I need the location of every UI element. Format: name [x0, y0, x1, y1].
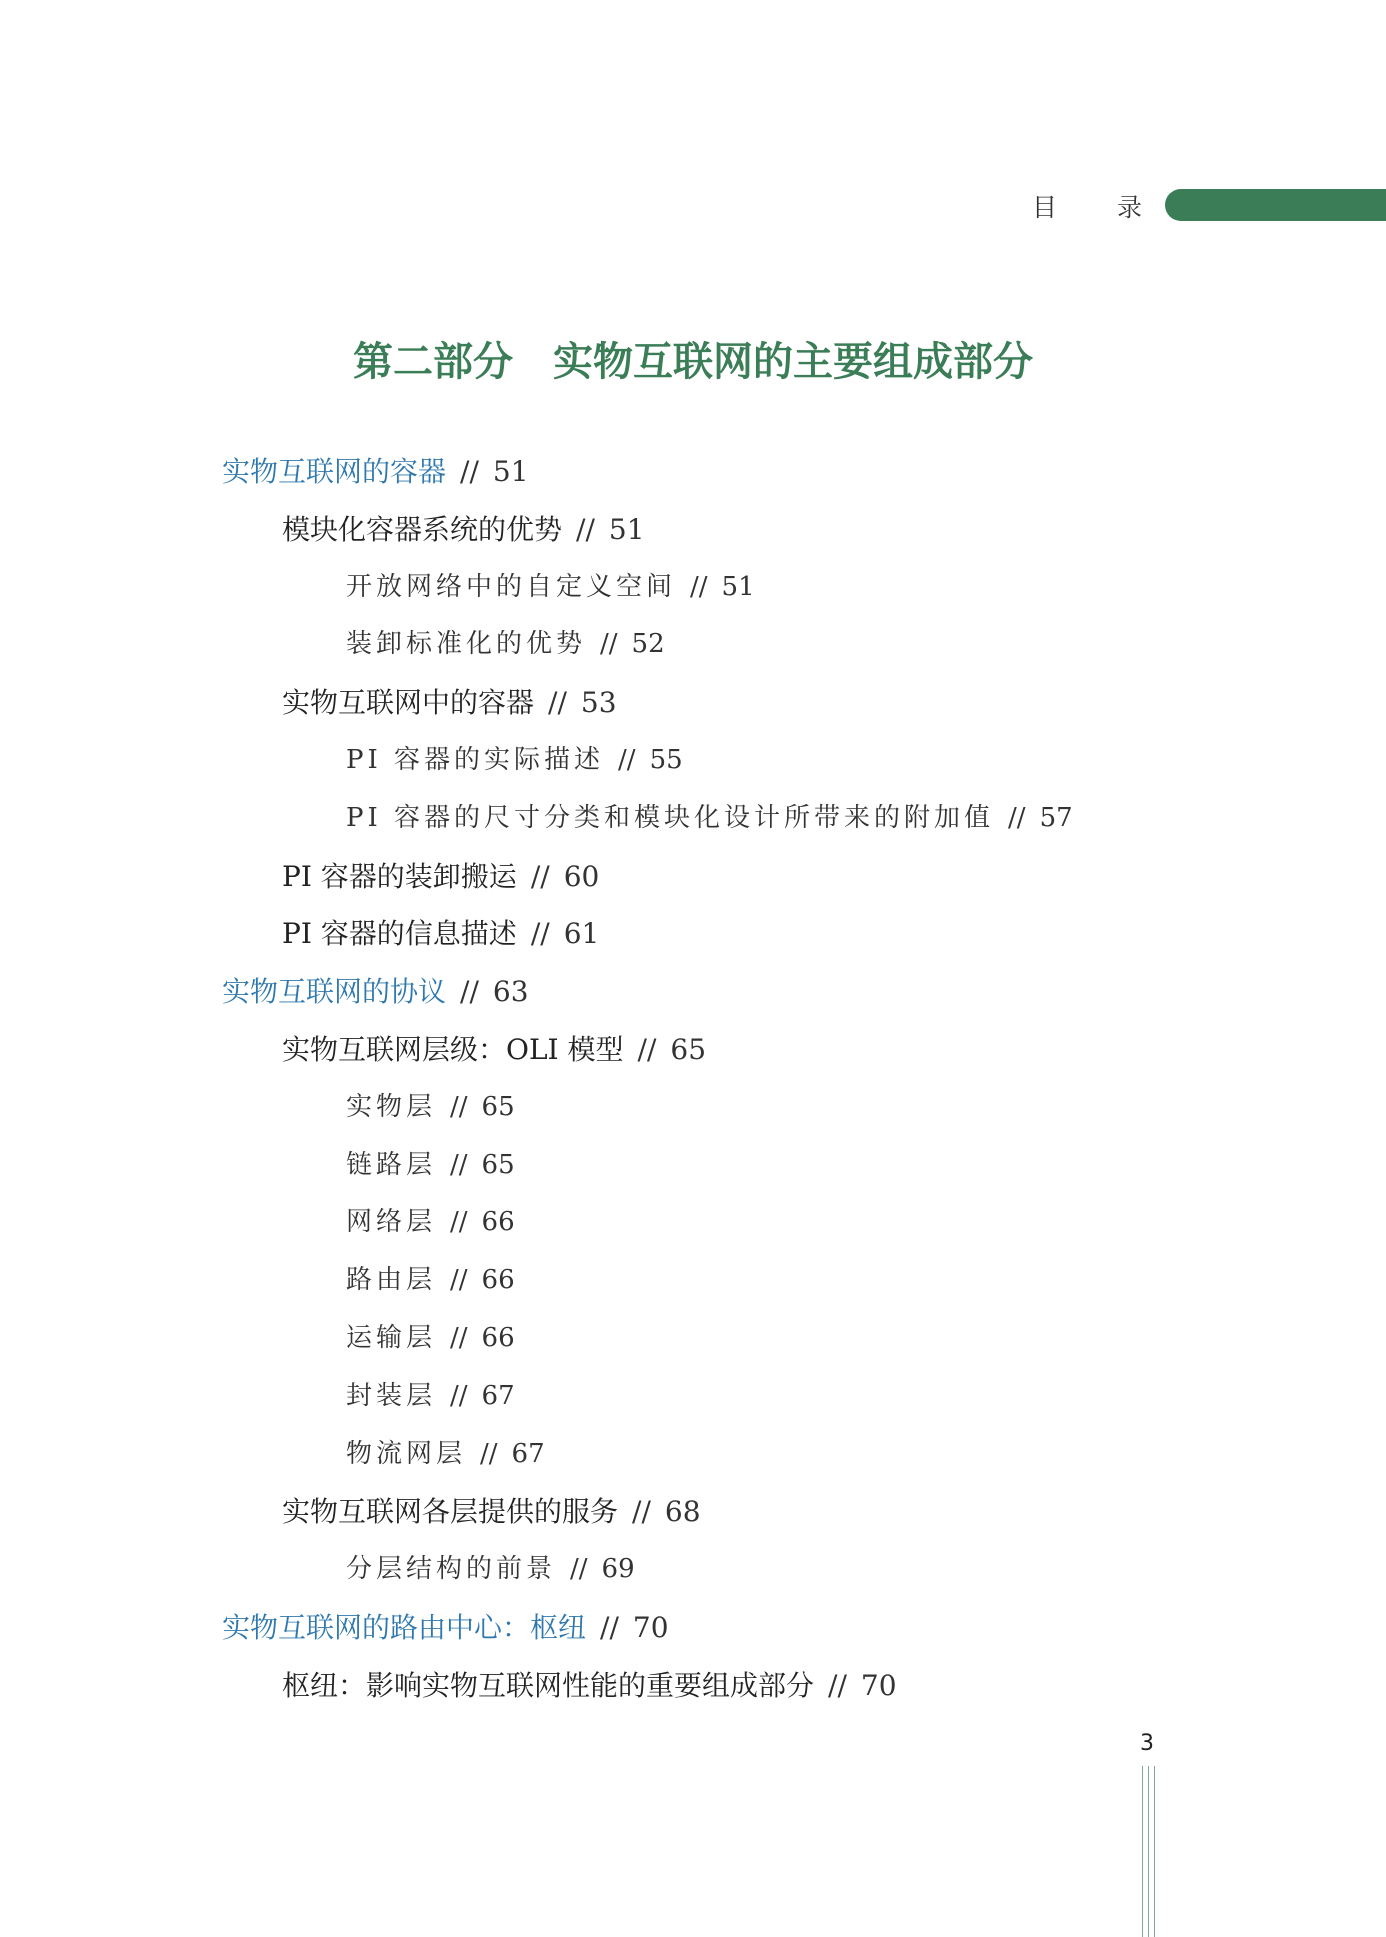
toc-entry-page: 66 — [481, 1265, 515, 1295]
toc-separator: // — [450, 1092, 468, 1122]
toc-entry-title: 链路层 — [346, 1150, 437, 1180]
toc-entry-page: 51 — [608, 513, 645, 546]
toc-entry-title: 路由层 — [346, 1265, 437, 1295]
toc-entry-title: PI 容器的装卸搬运 — [282, 860, 517, 893]
toc-entry-page: 65 — [670, 1033, 707, 1066]
toc-entry-page: 68 — [664, 1495, 701, 1528]
toc-entry-title: 实物互联网的协议 — [222, 975, 447, 1008]
toc-entry — [346, 1441, 545, 1467]
toc-entry-title: 实物互联网中的容器 — [282, 686, 535, 719]
toc-entry-title: 枢纽：影响实物互联网性能的重要组成部分 — [282, 1669, 815, 1702]
toc-separator: // — [480, 1439, 498, 1469]
toc-separator: // — [1008, 803, 1026, 833]
toc-separator: // — [600, 629, 618, 659]
toc-separator: // — [530, 860, 550, 893]
toc-separator: // — [632, 1495, 651, 1528]
toc-separator: // — [828, 1669, 847, 1702]
toc-entry-page: 65 — [481, 1092, 515, 1122]
toc-separator: // — [637, 1033, 657, 1066]
toc-entry — [222, 455, 529, 488]
header-char-right: 录 — [1116, 193, 1142, 222]
toc-entry-page: 52 — [631, 629, 665, 659]
part-title: 第二部分 实物互联网的主要组成部分 — [353, 339, 1033, 385]
toc-entry-title: 实物互联网层级：OLI 模型 — [282, 1033, 624, 1066]
toc-entry-title: 实物层 — [346, 1092, 437, 1122]
header-char-left: 目 — [1032, 193, 1058, 222]
toc-entry — [282, 860, 600, 893]
toc-entry-page: 69 — [601, 1554, 635, 1584]
toc-entry-page: 61 — [563, 917, 600, 950]
toc-entry — [282, 1669, 897, 1702]
toc-separator: // — [548, 686, 567, 719]
toc-entry — [346, 747, 683, 773]
toc-entry — [346, 1556, 635, 1582]
toc-entry-page: 67 — [511, 1439, 545, 1469]
toc-entry — [282, 1495, 701, 1528]
toc-entry — [282, 1033, 707, 1066]
toc-entry-title: 网络层 — [346, 1207, 437, 1237]
toc-entry-title: PI 容器的实际描述 — [346, 745, 605, 775]
running-header — [1032, 188, 1142, 224]
toc-entry — [282, 917, 600, 950]
toc-separator: // — [450, 1207, 468, 1237]
toc-entry-page: 57 — [1039, 803, 1073, 833]
toc-entry-page: 63 — [492, 975, 529, 1008]
toc-entry — [346, 1152, 515, 1178]
toc-separator: // — [450, 1323, 468, 1353]
page-number: 3 — [1140, 1731, 1154, 1756]
toc-entry-page: 66 — [481, 1207, 515, 1237]
toc-separator: // — [570, 1554, 588, 1584]
toc-separator: // — [530, 917, 550, 950]
toc-separator: // — [460, 975, 479, 1008]
toc-entry-page: 51 — [492, 455, 529, 488]
toc-separator: // — [618, 745, 636, 775]
toc-entry — [346, 805, 1073, 831]
toc-entry — [346, 1267, 515, 1293]
toc-entry-page: 55 — [649, 745, 683, 775]
toc-entry — [346, 574, 755, 600]
toc-entry-title: 模块化容器系统的优势 — [282, 513, 563, 546]
toc-entry-title: 封装层 — [346, 1381, 437, 1411]
toc-entry-title: 运输层 — [346, 1323, 437, 1353]
toc-separator: // — [690, 572, 708, 602]
toc-separator: // — [450, 1381, 468, 1411]
toc-entry — [222, 1611, 669, 1644]
toc-entry — [346, 1094, 515, 1120]
toc-entry-page: 51 — [721, 572, 755, 602]
toc-entry-title: 实物互联网的路由中心：枢纽 — [222, 1611, 587, 1644]
toc-entry-page: 65 — [481, 1150, 515, 1180]
toc-entry-title: 实物互联网的容器 — [222, 455, 447, 488]
toc-entry-page: 70 — [632, 1611, 669, 1644]
toc-entry-page: 60 — [563, 860, 600, 893]
toc-entry — [346, 1209, 515, 1235]
toc-entry-title: 分层结构的前景 — [346, 1554, 557, 1584]
toc-entry — [282, 686, 617, 719]
toc-entry — [346, 1325, 515, 1351]
margin-rule-lines — [1140, 1766, 1160, 1937]
toc-entry-title: 开放网络中的自定义空间 — [346, 572, 677, 602]
toc-separator: // — [450, 1150, 468, 1180]
toc-entry-page: 67 — [481, 1381, 515, 1411]
toc-entry-page: 66 — [481, 1323, 515, 1353]
toc-separator: // — [600, 1611, 619, 1644]
toc-entry-page: 53 — [580, 686, 617, 719]
header-accent-bar — [1165, 189, 1386, 221]
toc-entry-title: PI 容器的信息描述 — [282, 917, 517, 950]
toc-entry — [346, 631, 665, 657]
toc-entry-title: PI 容器的尺寸分类和模块化设计所带来的附加值 — [346, 803, 995, 833]
toc-separator: // — [460, 455, 479, 488]
toc-separator: // — [450, 1265, 468, 1295]
toc-separator: // — [576, 513, 595, 546]
toc-entry-page: 70 — [860, 1669, 897, 1702]
toc-entry — [222, 975, 529, 1008]
toc-entry — [282, 513, 645, 546]
toc-entry-title: 物流网层 — [346, 1439, 467, 1469]
toc-entry-title: 装卸标准化的优势 — [346, 629, 587, 659]
toc-entry-title: 实物互联网各层提供的服务 — [282, 1495, 619, 1528]
toc-entry — [346, 1383, 515, 1409]
